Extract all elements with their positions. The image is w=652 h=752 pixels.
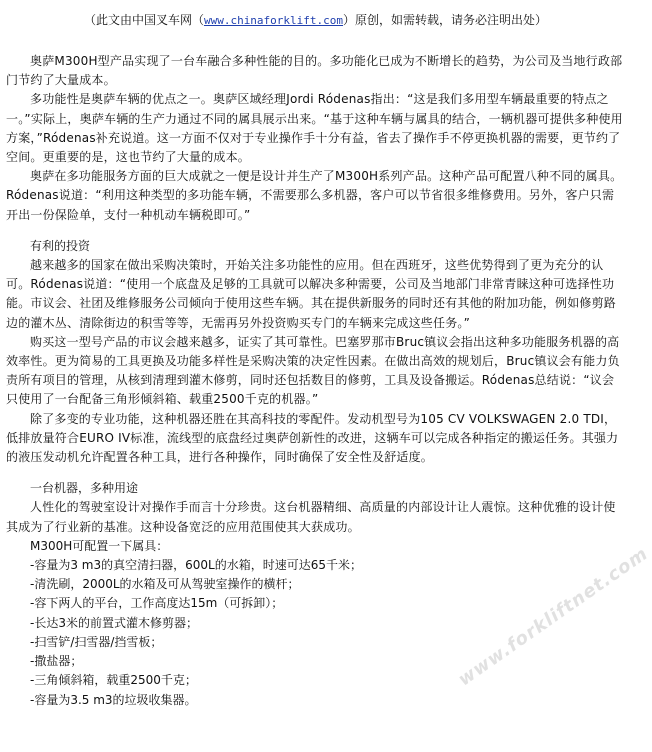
article-body bbox=[6, 52, 626, 710]
list-item: -容量为3 m3的真空清扫器，600L的水箱，时速可达65千米； bbox=[30, 558, 362, 573]
copyright-prefix: （此文由中国叉车网（ bbox=[83, 13, 204, 27]
watermark-text: www.forkliftnet.com bbox=[454, 543, 652, 691]
list-item: -撒盐器； bbox=[30, 654, 83, 669]
section-title-multi-use: 一台机器，多种用途 bbox=[30, 481, 139, 496]
intro-paragraph-2: 多功能性是奥萨车辆的优点之一。奥萨区域经理Jordi Ródenas指出：“这是我们多用型车辆最重要的特点之一。”实际上，奥萨车辆的生产力通过不同的属具展示出来。“基于这种车辆与属具的结合，一辆机器可提供多种使用方案，”Ródenas补充说道。这一方面不仅对于专业操作手十分有益，省去了操作手不停更换机器的需要，更节约了空间。更重要的是，这也节约了大量的成本。 bbox=[6, 92, 623, 165]
investment-paragraph-1: 越来越多的国家在做出采购决策时，开始关注多功能性的应用。但在西班牙，这些优势得到了更为充分的认可。Ródenas说道：“使用一个底盘及足够的工具就可以解决多种需要，公司及当地部门非常青睐这种可选择性功能。市议会、社团及维修服务公司倾向于使用这些车辆。其在提供新服务的同时还有其他的附加功能，例如修剪路边的灌木丛、清除街边的积雪等等，无需再另外投资购买专门的车辆来完成这些任务。” bbox=[6, 258, 617, 330]
list-item: -容下两人的平台，工作高度达15m（可拆卸）； bbox=[30, 596, 284, 611]
list-item: -三角倾斜箱，载重2500千克； bbox=[30, 673, 197, 688]
attachments-list bbox=[6, 556, 626, 710]
list-item: -扫雪铲/扫雪器/挡雪板； bbox=[30, 634, 163, 649]
copyright-suffix: ）原创，如需转载，请务必注明出处） bbox=[343, 13, 548, 27]
list-item: -清洗刷，2000L的水箱及可从驾驶室操作的横杆； bbox=[30, 577, 300, 592]
list-item: -容量为3.5 m3的垃圾收集器。 bbox=[30, 692, 197, 707]
section-title-investment: 有利的投资 bbox=[30, 238, 91, 253]
copyright-notice bbox=[0, 12, 631, 29]
intro-paragraph-3: 奥萨在多功能服务方面的巨大成就之一便是设计并生产了M300H系列产品。这种产品可配置八种不同的属具。Ródenas说道：“利用这种类型的多功能车辆，不需要那么多机器，客户可以节省很多维修费用。另外，客户只需开出一份保险单，支付一种机动车辆税即可。” bbox=[6, 169, 623, 222]
source-url-link[interactable]: www.chinaforklift.com bbox=[203, 14, 344, 27]
multi-use-paragraph-1: 人性化的驾驶室设计对操作手而言十分珍贵。这台机器精细、高质量的内部设计让人震惊。这种优雅的设计使其成为了行业新的基准。这种设备宽泛的应用范围使其大获成功。 bbox=[6, 500, 616, 534]
intro-paragraph-1: 奥萨M300H型产品实现了一台车融合多种性能的目的。多功能化已成为不断增长的趋势，为公司及当地行政部门节约了大量成本。 bbox=[6, 54, 623, 88]
list-item: -长达3米的前置式灌木修剪器； bbox=[30, 615, 198, 630]
attachments-heading: M300H可配置一下属具： bbox=[30, 538, 169, 553]
investment-paragraph-3: 除了多变的专业功能，这种机器还胜在其高科技的零配件。发动机型号为105 CV VOLKSWAGEN 2.0 TDI，低排放量符合EURO IV标准，流线型的底盘经过奥萨创新性的改进，这辆车可以完成各种指定的搬运任务。其强力的液压发动机允许配置各种工具，进行各种操作，同时确保了安全性及舒适度。 bbox=[6, 411, 619, 465]
investment-paragraph-2: 购买这一型号产品的市议会越来越多，证实了其可靠性。巴塞罗那市Bruc镇议会指出这种多功能服务机器的高效率性。更为简易的工具更换及功能多样性是采购决策的决定性因素。在做出高效的规划后，Bruc镇议会有能力负责所有项目的管理，从核到清理到灌木修剪，同时还包括数目的修剪，工具及设备搬运。Ródenas总结说：“议会只使用了一台配备三角形倾斜箱、载重2500千克的机器。” bbox=[6, 334, 620, 407]
